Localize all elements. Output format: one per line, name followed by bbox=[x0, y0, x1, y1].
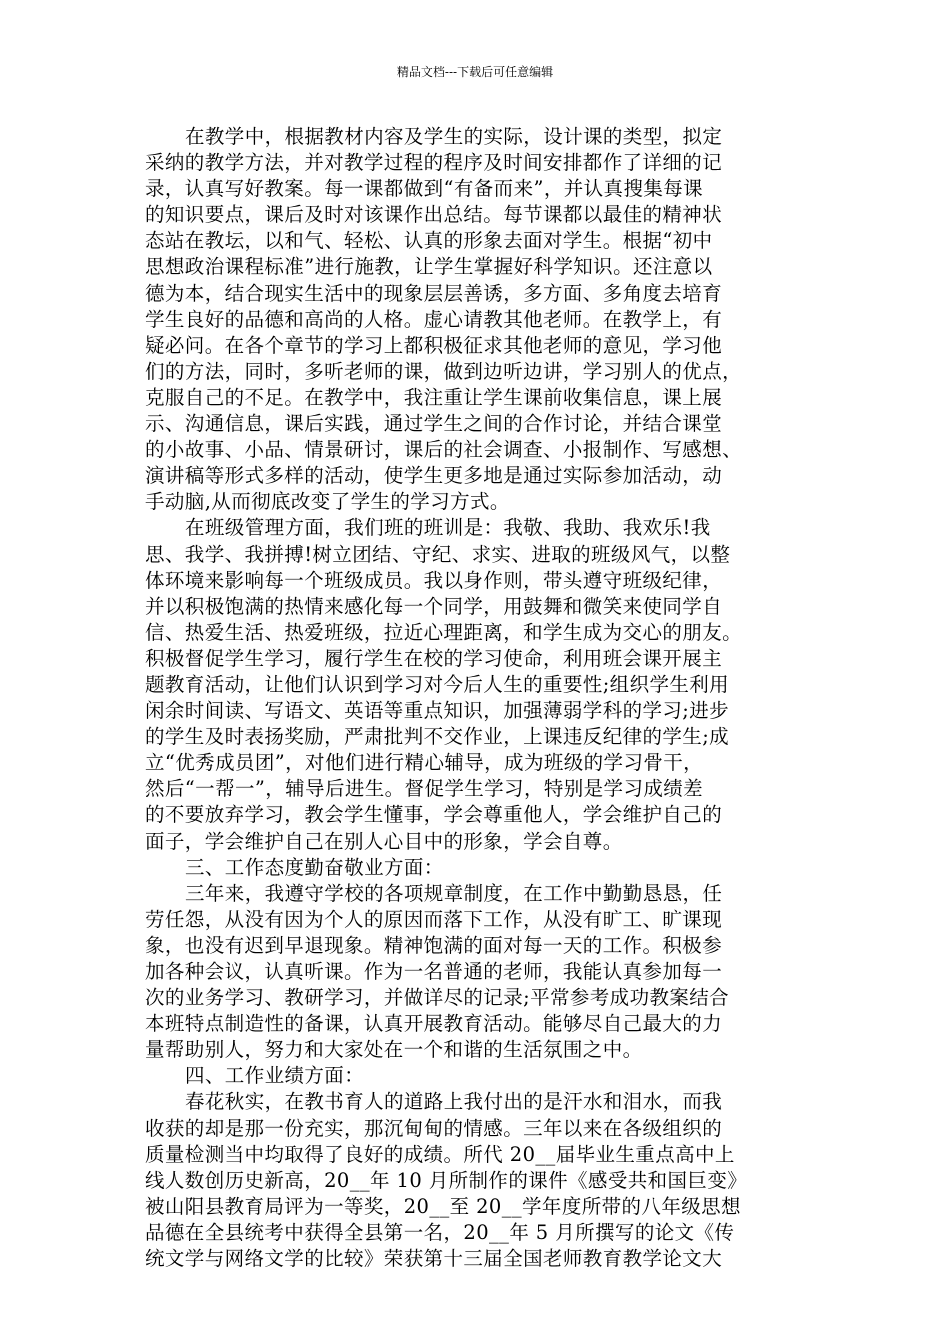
text-line: 在教学中，根据教材内容及学生的实际，设计课的类型，拟定 bbox=[185, 125, 723, 148]
text-line: 手动脑,从而彻底改变了学生的学习方式。 bbox=[145, 490, 510, 514]
text-line: 立“优秀成员团”，对他们进行精心辅导，成为班级的学习骨干， bbox=[145, 751, 704, 775]
text-line: 本班特点制造性的备课，认真开展教育活动。能够尽自己最大的力 bbox=[145, 1012, 723, 1036]
text-line: 量帮助别人，努力和大家处在一个和谐的生活氛围之中。 bbox=[145, 1038, 643, 1062]
text-line: 演讲稿等形式多样的活动，使学生更多地是通过实际参加活动，动 bbox=[145, 464, 723, 488]
text-line: 并以积极饱满的热情来感化每一个同学，用鼓舞和微笑来使同学自 bbox=[145, 594, 723, 618]
text-line: 收获的却是那一份充实，那沉甸甸的情感。三年以来在各级组织的 bbox=[145, 1116, 723, 1140]
text-line: 三、工作态度勤奋敬业方面： bbox=[185, 855, 444, 879]
text-line: 质量检测当中均取得了良好的成绩。所代 20__届毕业生重点高中上 bbox=[145, 1142, 735, 1166]
text-line: 示、沟通信息，课后实践，通过学生之间的合作讨论，并结合课堂 bbox=[145, 412, 723, 436]
text-line: 品德在全县统考中获得全县第一名，20__年 5 月所撰写的论文《传 bbox=[145, 1220, 735, 1244]
text-line: 的不要放弃学习，教会学生懂事，学会尊重他人，学会维护自己的 bbox=[145, 803, 723, 827]
text-line: 思、我学、我拼搏!树立团结、守纪、求实、进取的班级风气，以整 bbox=[145, 542, 731, 566]
text-line: 在班级管理方面，我们班的班训是：我敬、我助、我欢乐!我 bbox=[185, 516, 711, 540]
text-line: 然后“一帮一”，辅导后进生。督促学生学习，特别是学习成绩差 bbox=[145, 777, 704, 801]
text-line: 面子，学会维护自己在别人心目中的形象，学会自尊。 bbox=[145, 829, 623, 853]
text-line: 闲余时间读、写语文、英语等重点知识，加强薄弱学科的学习;进步 bbox=[145, 699, 730, 723]
text-line: 题教育活动，让他们认识到学习对今后人生的重要性;组织学生利用 bbox=[145, 672, 730, 696]
document-body bbox=[145, 124, 819, 1272]
text-line: 信、热爱生活、热爱班级，拉近心理距离，和学生成为交心的朋友。 bbox=[145, 620, 743, 644]
page-header: 精品文档---下载后可任意编辑 bbox=[396, 65, 554, 79]
text-line: 积极督促学生学习，履行学生在校的学习使命，利用班会课开展主 bbox=[145, 646, 723, 670]
text-line: 劳任怨，从没有因为个人的原因而落下工作，从没有旷工、旷课现 bbox=[145, 907, 723, 931]
text-line: 采纳的教学方法，并对教学过程的程序及时间安排都作了详细的记 bbox=[145, 151, 723, 175]
text-line: 思想政治课程标准”进行施教，让学生掌握好科学知识。还注意以 bbox=[145, 255, 713, 279]
text-line: 春花秋实，在教书育人的道路上我付出的是汗水和泪水，而我 bbox=[185, 1090, 723, 1114]
text-line: 录，认真写好教案。每一课都做到“有备而来”，并认真搜集每课 bbox=[145, 177, 704, 201]
text-line: 学生良好的品德和高尚的人格。虚心请教其他老师。在教学上，有 bbox=[145, 307, 723, 331]
text-line: 的小故事、小品、情景研讨，课后的社会调查、小报制作、写感想、 bbox=[145, 438, 743, 462]
text-line: 的知识要点，课后及时对该课作出总结。每节课都以最佳的精神状 bbox=[145, 203, 723, 227]
text-line: 克服自己的不足。在教学中，我注重让学生课前收集信息，课上展 bbox=[145, 385, 723, 409]
text-line: 们的方法，同时，多听老师的课，做到边听边讲，学习别人的优点， bbox=[145, 359, 743, 383]
text-line: 线人数创历史新高，20__年 10 月所制作的课件《感受共和国巨变》 bbox=[145, 1168, 748, 1192]
text-line: 三年来，我遵守学校的各项规章制度，在工作中勤勤恳恳，任 bbox=[185, 881, 723, 905]
text-line: 疑必问。在各个章节的学习上都积极征求其他老师的意见，学习他 bbox=[145, 333, 723, 357]
text-line: 的学生及时表扬奖励，严肃批判不交作业，上课违反纪律的学生;成 bbox=[145, 725, 730, 749]
text-line: 统文学与网络文学的比较》荣获第十三届全国老师教育教学论文大 bbox=[145, 1247, 723, 1271]
text-line: 加各种会议，认真听课。作为一名普通的老师，我能认真参加每一 bbox=[145, 960, 723, 983]
text-line: 四、工作业绩方面： bbox=[185, 1064, 365, 1088]
text-line: 体环境来影响每一个班级成员。我以身作则，带头遵守班级纪律， bbox=[145, 568, 723, 592]
text-line: 态站在教坛，以和气、轻松、认真的形象去面对学生。根据“初中 bbox=[145, 229, 713, 253]
text-line: 被山阳县教育局评为一等奖，20__至 20__学年度所带的八年级思想 bbox=[145, 1194, 741, 1218]
text-line: 象，也没有迟到早退现象。精神饱满的面对每一天的工作。积极参 bbox=[145, 933, 723, 957]
text-line: 次的业务学习、教研学习，并做详尽的记录;平常参考成功教案结合 bbox=[145, 986, 730, 1010]
text-line: 德为本，结合现实生活中的现象层层善诱，多方面、多角度去培育 bbox=[145, 281, 723, 305]
